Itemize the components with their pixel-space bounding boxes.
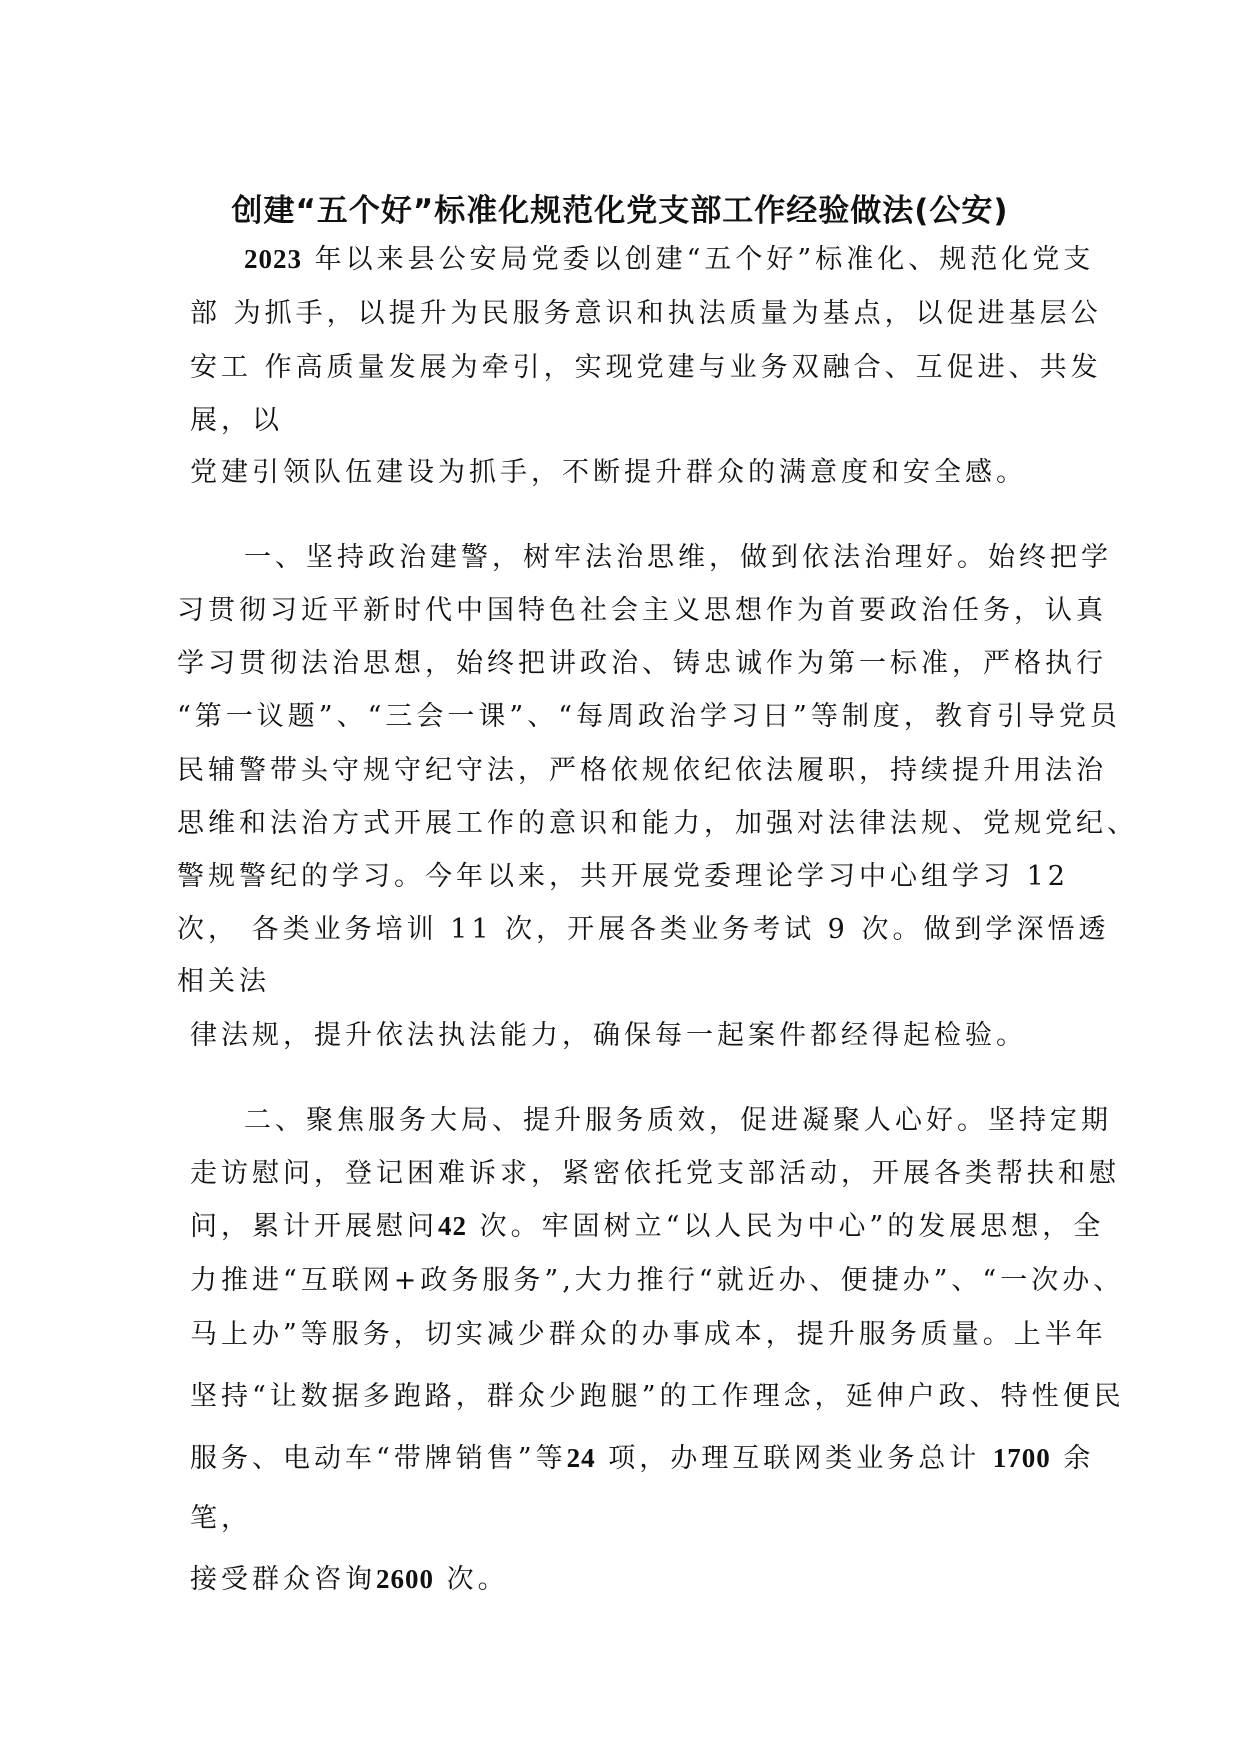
intro-line-1 (244, 237, 1094, 276)
section2-line-5: 马上办”等服务，切实减少群众的办事成本，提升服务质量。上半年 (190, 1319, 1107, 1350)
section1-line-7: 警规警纪的学习。今年以来，共开展党委理论学习中心组学习 12 (177, 861, 1069, 892)
section2-line-9 (190, 1557, 509, 1596)
section2-line-1: 二、聚焦服务大局、提升服务质效，促进凝聚人心好。坚持定期 (244, 1105, 1112, 1136)
section2-line-3-text-a: 问，累计开展慰问 (190, 1211, 438, 1242)
section2-line-7-text-c: 余 (1050, 1443, 1095, 1474)
intro-line-5: 党建引领队伍建设为抓手，不断提升群众的满意度和安全感。 (190, 457, 1027, 488)
intro-line-2: 部 为抓手，以提升为民服务意识和执法质量为基点，以促进基层公 (190, 298, 1102, 329)
section2-line-3 (190, 1204, 1104, 1243)
document-title: 创建“五个好”标准化规范化党支部工作经验做法(公安) (231, 193, 1009, 229)
section2-line-8: 笔， (190, 1503, 252, 1534)
section2-line-4: 力推进“互联网+政务服务”,大力推行“就近办、便捷办”、“一次办、 (190, 1265, 1125, 1296)
section1-line-6: 思维和法治方式开展工作的意识和能力，加强对法律法规、党规党纪、 (177, 808, 1138, 839)
section2-line-2: 走访慰问，登记困难诉求，紧密依托党支部活动，开展各类帮扶和慰 (190, 1158, 1120, 1189)
section1-line-2: 习贯彻习近平新时代中国特色社会主义思想作为首要政治任务，认真 (177, 595, 1107, 626)
consultation-count: 2600 (376, 1564, 434, 1594)
year-number: 2023 (244, 244, 302, 274)
section2-line-7-text-b: 项，办理互联网类业务总计 (595, 1443, 993, 1474)
section1-line-10: 律法规，提升依法执法能力，确保每一起案件都经得起检验。 (190, 1020, 1027, 1051)
section1-line-9: 相关法 (177, 966, 270, 997)
section2-line-9-text-b: 次。 (434, 1564, 509, 1595)
intro-line-3: 安工 作高质量发展为牵引，实现党建与业务双融合、互促进、共发 (190, 352, 1102, 383)
intro-line-1-text: 年以来县公安局党委以创建“五个好”标准化、规范化党支 (302, 244, 1095, 275)
section2-line-7-text-a: 服务、电动车“带牌销售”等 (190, 1443, 567, 1474)
section2-line-9-text-a: 接受群众咨询 (190, 1564, 376, 1595)
section1-line-1: 一、坚持政治建警，树牢法治思维，做到依法治理好。始终把学 (244, 542, 1112, 573)
section2-line-6: 坚持“让数据多跑路，群众少跑腿”的工作理念，延伸户政、特性便民 (190, 1381, 1125, 1412)
section1-line-5: 民辅警带头守规守纪守法，严格依规依纪依法履职，持续提升用法治 (177, 755, 1107, 786)
section1-line-4: “第一议题”、“三会一课”、“每周政治学习日”等制度，教育引导党员 (177, 701, 1121, 732)
intro-line-4: 展，以 (190, 405, 283, 436)
section2-line-3-text-b: 次。牢固树立“以人民为中心”的发展思想，全 (467, 1211, 1105, 1242)
visit-count: 42 (438, 1211, 467, 1241)
section1-line-8: 次， 各类业务培训 11 次，开展各类业务考试 9 次。做到学深悟透 (177, 914, 1110, 945)
section2-line-7 (190, 1436, 1094, 1475)
section1-line-3: 学习贯彻法治思想，始终把讲政治、铸忠诚作为第一标准，严格执行 (177, 648, 1107, 679)
online-business-count: 1700 (992, 1443, 1051, 1473)
service-item-count: 24 (566, 1443, 596, 1473)
